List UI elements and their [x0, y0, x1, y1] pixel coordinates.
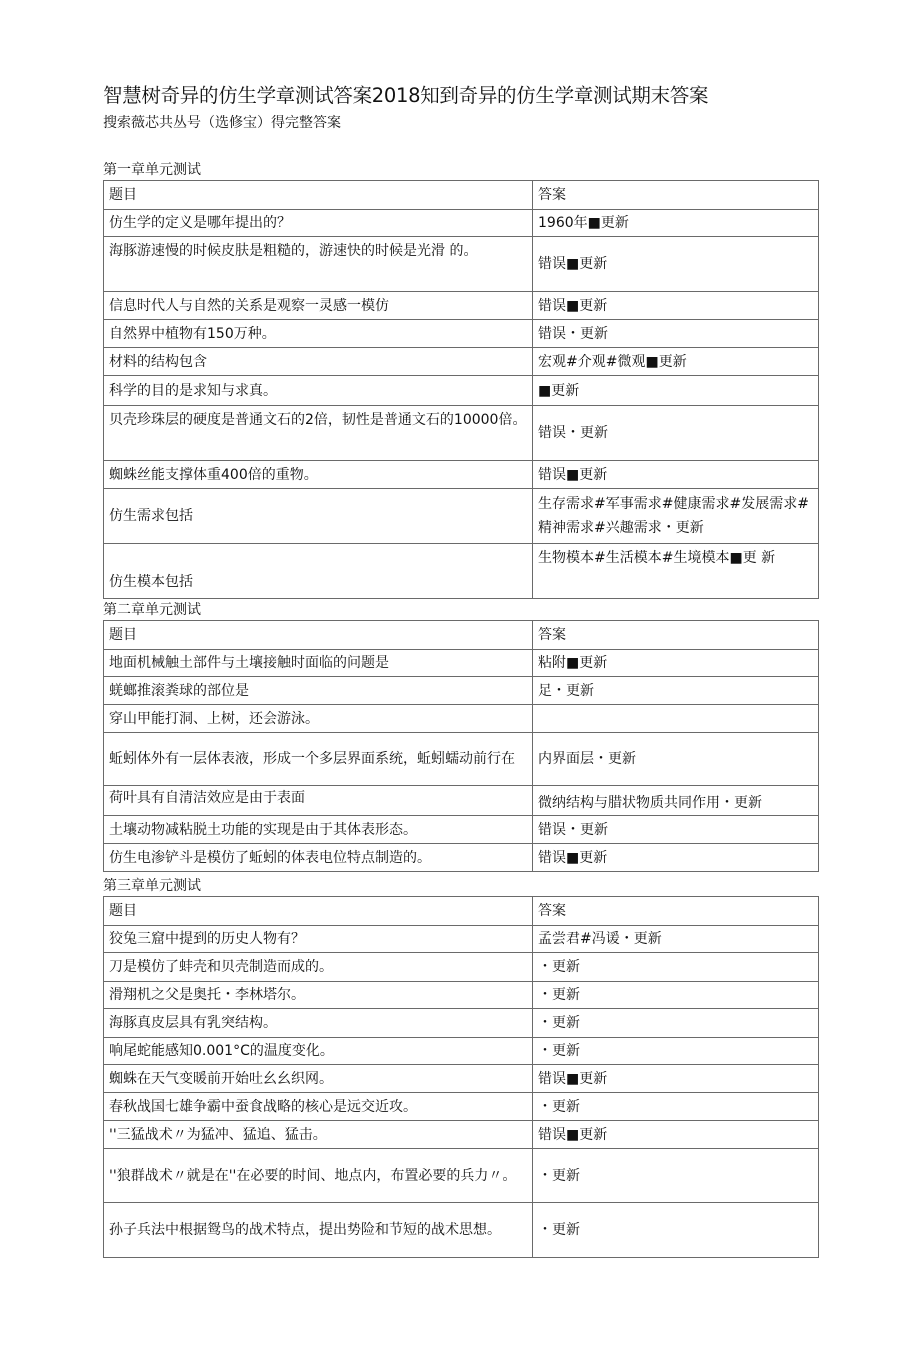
table-header-row [104, 181, 819, 210]
answer-cell: 孟尝君#冯谖・更新 [533, 926, 819, 953]
question-cell: 蜘蛛在天气变暖前开始吐幺幺织网。 [104, 1065, 533, 1093]
table-row [104, 1121, 819, 1149]
question-cell: 蜣螂推滚粪球的部位是 [104, 677, 533, 705]
question-cell: 滑翔机之父是奥托・李林塔尔。 [104, 982, 533, 1009]
question-cell: 海豚游速慢的时候皮肤是粗糙的，游速快的时候是光滑 的。 [104, 237, 533, 292]
question-cell: 蜘蛛丝能支撑体重400倍的重物。 [104, 461, 533, 489]
question-cell: ''狼群战术〃就是在''在必要的时间、地点内，布置必要的兵力〃。 [104, 1149, 533, 1203]
question-cell: 春秋战国七雄争霸中蚕食战略的核心是远交近攻。 [104, 1093, 533, 1121]
table-row [104, 844, 819, 872]
chapter-1-table [103, 180, 819, 599]
question-cell: 材料的结构包含 [104, 348, 533, 376]
answer-cell: 错误■更新 [533, 237, 819, 292]
chapter-2-section [103, 600, 818, 872]
question-cell: 科学的目的是求知与求真。 [104, 376, 533, 406]
table-row [104, 406, 819, 461]
question-cell: 仿生需求包括 [104, 489, 533, 544]
answer-cell: 内界面层・更新 [533, 733, 819, 786]
question-cell: 响尾蛇能感知0.001°C的温度变化。 [104, 1038, 533, 1065]
question-column-header: 题目 [104, 181, 533, 210]
answer-cell: ・更新 [533, 1038, 819, 1065]
question-column-header: 题目 [104, 621, 533, 650]
table-row [104, 705, 819, 733]
answer-cell: 宏观#介观#微观■更新 [533, 348, 819, 376]
answer-cell: 生存需求#军事需求#健康需求#发展需求#精神需求#兴趣需求・更新 [533, 489, 819, 544]
question-cell: 信息时代人与自然的关系是观察一灵感一模仿 [104, 292, 533, 320]
table-header-row [104, 897, 819, 926]
question-cell: 刀是模仿了蚌壳和贝壳制造而成的。 [104, 953, 533, 982]
answer-cell: ・更新 [533, 953, 819, 982]
document-subtitle: 搜索薇芯共丛号（选修宝）得完整答案 [103, 115, 341, 131]
table-row [104, 320, 819, 348]
question-cell: 自然界中植物有150万种。 [104, 320, 533, 348]
chapter-1-section [103, 160, 818, 599]
answer-column-header: 答案 [533, 181, 819, 210]
table-header-row [104, 621, 819, 650]
question-cell: 土壤动物减粘脱土功能的实现是由于其体表形态。 [104, 816, 533, 844]
table-row [104, 1203, 819, 1258]
table-row [104, 210, 819, 237]
question-cell: 仿生电渗铲斗是模仿了蚯蚓的体表电位特点制造的。 [104, 844, 533, 872]
table-row [104, 1038, 819, 1065]
answer-cell: 粘附■更新 [533, 650, 819, 677]
table-row [104, 292, 819, 320]
answer-cell: 错误・更新 [533, 320, 819, 348]
chapter-3-table [103, 896, 819, 1258]
table-row [104, 786, 819, 816]
chapter-2-table [103, 620, 819, 872]
table-row [104, 733, 819, 786]
question-cell: 仿生学的定义是哪年提出的？ [104, 210, 533, 237]
table-row [104, 650, 819, 677]
question-column-header: 题目 [104, 897, 533, 926]
question-cell: 仿生模本包括 [104, 544, 533, 599]
answer-cell: 错误■更新 [533, 292, 819, 320]
table-row [104, 677, 819, 705]
answer-cell: 微纳结构与腊状物质共同作用・更新 [533, 786, 819, 816]
table-row [104, 816, 819, 844]
chapter-3-title: 第三章单元测试 [103, 878, 201, 894]
chapter-2-title: 第二章单元测试 [103, 602, 201, 618]
question-cell: 穿山甲能打洞、上树，还会游泳。 [104, 705, 533, 733]
table-row [104, 1009, 819, 1038]
answer-cell: 1960年■更新 [533, 210, 819, 237]
chapter-1-title: 第一章单元测试 [103, 162, 201, 178]
table-row [104, 982, 819, 1009]
chapter-3-section [103, 876, 818, 1258]
answer-cell: 错误■更新 [533, 1065, 819, 1093]
question-cell: 海豚真皮层具有乳突结构。 [104, 1009, 533, 1038]
question-cell: 蚯蚓体外有一层体表液，形成一个多层界面系统，蚯蚓蠕动前行在 [104, 733, 533, 786]
answer-cell: ■更新 [533, 376, 819, 406]
table-row [104, 376, 819, 406]
table-row [104, 489, 819, 544]
table-row [104, 237, 819, 292]
question-cell: 荷叶具有自清洁效应是由于表面 [104, 786, 533, 816]
table-row [104, 461, 819, 489]
question-cell: ''三猛战术〃为猛冲、猛追、猛击。 [104, 1121, 533, 1149]
table-row [104, 1093, 819, 1121]
document-title: 智慧树奇异的仿生学章测试答案2018知到奇异的仿生学章测试期末答案 [103, 84, 709, 107]
answer-cell [533, 705, 819, 733]
answer-cell: ・更新 [533, 982, 819, 1009]
answer-column-header: 答案 [533, 897, 819, 926]
table-row [104, 544, 819, 599]
answer-cell: ・更新 [533, 1093, 819, 1121]
table-row [104, 348, 819, 376]
answer-cell: ・更新 [533, 1009, 819, 1038]
answer-cell: 错误・更新 [533, 816, 819, 844]
answer-cell: 错误■更新 [533, 461, 819, 489]
table-row [104, 1149, 819, 1203]
answer-cell: ・更新 [533, 1149, 819, 1203]
answer-cell: 足・更新 [533, 677, 819, 705]
answer-cell: ・更新 [533, 1203, 819, 1258]
table-row [104, 926, 819, 953]
question-cell: 地面机械触土部件与土壤接触时面临的问题是 [104, 650, 533, 677]
answer-cell: 生物模本#生活模本#生境模本■更 新 [533, 544, 819, 599]
table-row [104, 1065, 819, 1093]
question-cell: 孙子兵法中根据鸳鸟的战术特点，提出势险和节短的战术思想。 [104, 1203, 533, 1258]
answer-cell: 错误・更新 [533, 406, 819, 461]
question-cell: 贝壳珍珠层的硬度是普通文石的2倍，韧性是普通文石的10000倍。 [104, 406, 533, 461]
question-cell: 狡兔三窟中提到的历史人物有？ [104, 926, 533, 953]
answer-cell: 错误■更新 [533, 844, 819, 872]
answer-cell: 错误■更新 [533, 1121, 819, 1149]
answer-column-header: 答案 [533, 621, 819, 650]
table-row [104, 953, 819, 982]
